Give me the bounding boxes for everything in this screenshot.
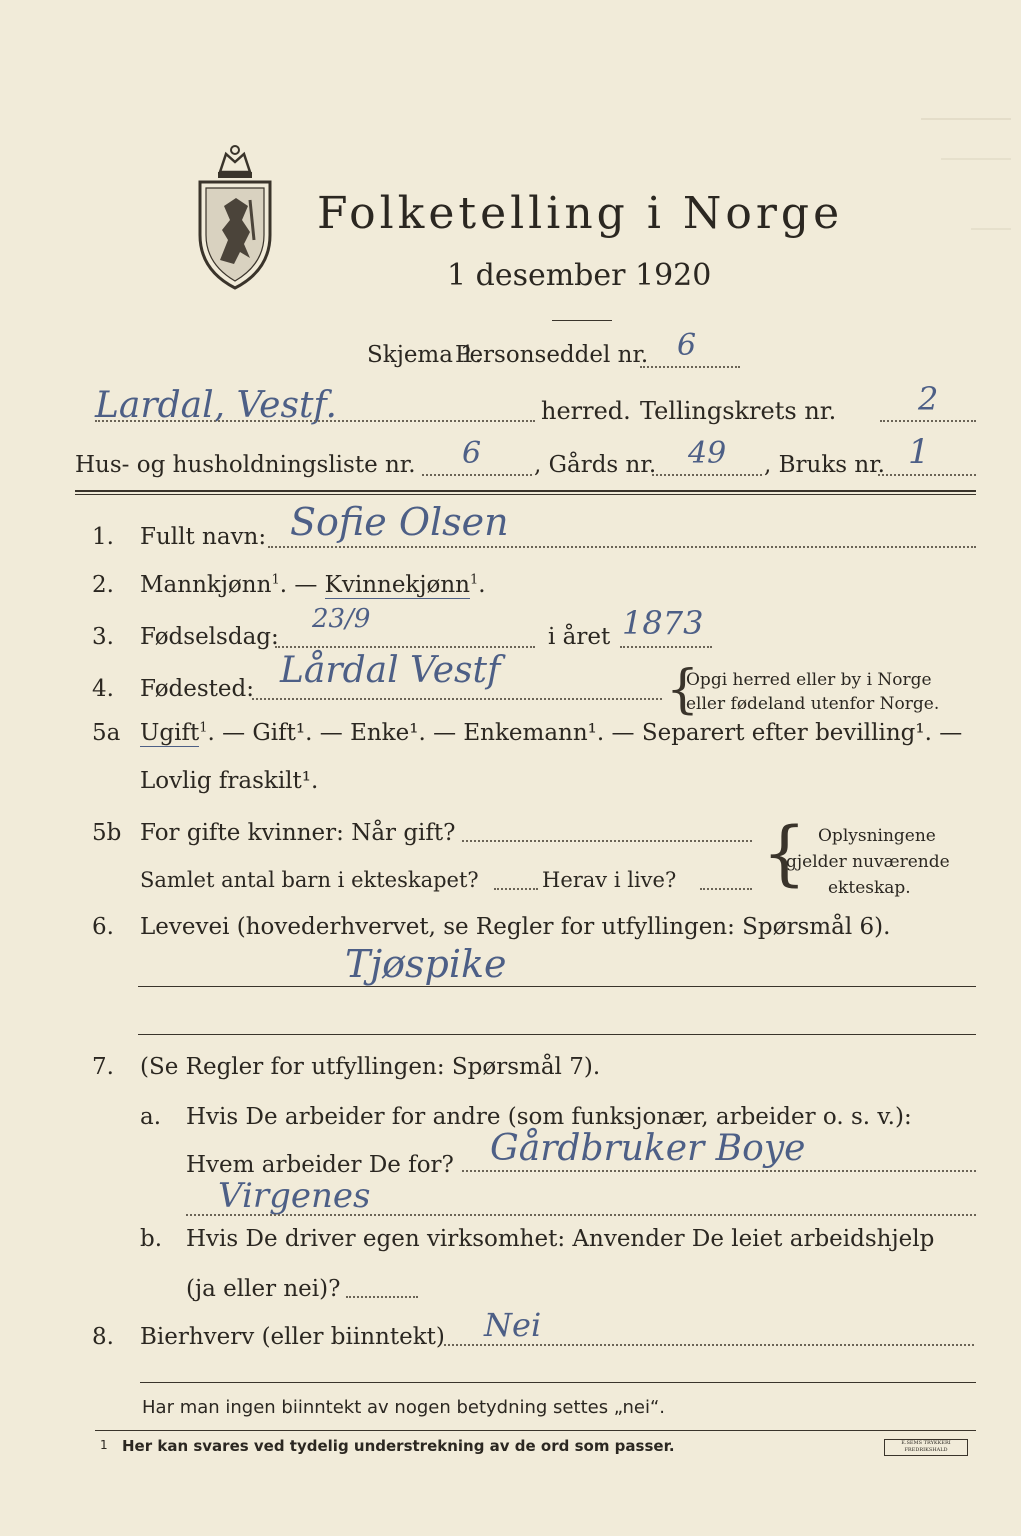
q3-number: 3. (92, 624, 114, 650)
q5b-label-1: For gifte kvinner: Når gift? (140, 820, 456, 846)
q7b-line (346, 1296, 418, 1298)
q5a-rest: . — Gift¹. — Enke¹. — Enkemann¹. — Separert efter bevilling¹. — (207, 720, 963, 746)
footnote-mark: 1 (100, 1438, 108, 1452)
q2-number: 2. (92, 572, 114, 598)
q2-row (140, 572, 486, 598)
q8-value: Nei (484, 1306, 542, 1344)
bleed-through-line (941, 158, 1011, 160)
q4-value: Lårdal Vestf (280, 650, 501, 691)
q7a-question: Hvem arbeider De for? (186, 1152, 454, 1178)
bruks-value: 1 (908, 432, 930, 472)
q5a-number: 5a (92, 720, 121, 746)
q3-year-label: i året (548, 624, 611, 650)
header-divider (75, 490, 976, 495)
q7a-value-2: Virgenes (218, 1176, 371, 1216)
q3-line (275, 646, 535, 648)
q4-note-2: eller fødeland utenfor Norge. (686, 694, 940, 714)
q2-male: Mannkjønn (140, 572, 272, 598)
herred-value: Lardal, Vestf. (95, 385, 337, 426)
q4-number: 4. (92, 676, 114, 702)
q5a-ugift: Ugift (140, 720, 200, 746)
q7a-value-1: Gårdbruker Boye (490, 1128, 806, 1169)
q8-number: 8. (92, 1324, 114, 1350)
tellingskrets-value: 2 (918, 380, 939, 418)
q7a-line-1 (462, 1170, 976, 1172)
printer-stamp: E.SEMS TRYKKERI FREDRIKSHALD (884, 1439, 968, 1456)
q8-label: Bierhverv (eller biinntekt) (140, 1324, 445, 1350)
q6-label: Levevei (hovederhvervet, se Regler for utfyllingen: Spørsmål 6). (140, 914, 891, 940)
personseddel-label: Personseddel nr. (455, 342, 649, 368)
bleed-through-line (921, 118, 1011, 120)
q8-line (444, 1344, 974, 1346)
herred-label: herred. (541, 397, 631, 425)
q5b-line-3 (700, 888, 752, 890)
footer-rule (140, 1382, 976, 1383)
q6-line-2 (138, 1034, 976, 1035)
schema-label: Skjema 1. (367, 342, 483, 368)
q5b-brace: { (762, 812, 807, 894)
q5a-ugift-sup: 1 (199, 720, 208, 736)
q3-label: Fødselsdag: (140, 624, 279, 650)
q5b-label-2: Samlet antal barn i ekteskapet? (140, 868, 479, 892)
husliste-label: Hus- og husholdningsliste nr. (75, 452, 416, 478)
q5b-note-3: ekteskap. (828, 878, 911, 898)
q3-year-line (620, 646, 712, 648)
q1-label: Fullt navn: (140, 524, 267, 550)
q2-female: Kvinnekjønn (324, 572, 470, 598)
herred-line (95, 420, 535, 422)
q7b-text: Hvis De driver egen virksomhet: Anvender De leiet arbeidshjelp (186, 1226, 935, 1252)
q5b-note-1: Oplysningene (818, 826, 936, 846)
footer-note: Har man ingen biinntekt av nogen betydning settes „nei“. (142, 1397, 666, 1418)
q5b-number: 5b (92, 820, 122, 846)
q6-number: 6. (92, 914, 114, 940)
census-date: 1 desember 1920 (447, 258, 712, 293)
form-title: Folketelling i Norge (317, 188, 844, 239)
q1-value: Sofie Olsen (290, 500, 509, 544)
footnote-rule (95, 1430, 976, 1431)
tellingskrets-line (880, 420, 976, 422)
q4-note-1: Opgi herred eller by i Norge (686, 670, 932, 690)
q1-number: 1. (92, 524, 114, 550)
q4-line (252, 698, 662, 700)
footnote-text: Her kan svares ved tydelig understrekning av de ord som passer. (122, 1437, 675, 1455)
gards-line (652, 474, 762, 476)
q7a-line-2 (186, 1214, 976, 1216)
q7-number: 7. (92, 1054, 114, 1080)
q5b-label-3: Herav i live? (542, 868, 677, 892)
q1-line (268, 546, 976, 548)
q7a-text: Hvis De arbeider for andre (som funksjonær, arbeider o. s. v.): (186, 1104, 912, 1130)
husliste-line (422, 474, 532, 476)
q2-male-sup: 1 (271, 572, 280, 588)
q2-end-2: . (478, 572, 486, 598)
q5a-row (140, 720, 962, 746)
norwegian-coat-of-arms-icon (190, 140, 280, 290)
q2-female-sup: 1 (469, 572, 479, 588)
q3-value: 23/9 (312, 604, 371, 634)
bruks-label: , Bruks nr. (764, 452, 885, 478)
q6-value: Tjøspike (345, 942, 507, 986)
gards-value: 49 (688, 436, 727, 471)
q7b-question: (ja eller nei)? (186, 1276, 341, 1302)
bruks-line (878, 474, 976, 476)
q5b-line-2 (494, 888, 538, 890)
q5b-line-1 (462, 840, 752, 842)
gards-label: , Gårds nr. (534, 452, 657, 478)
q7-label: (Se Regler for utfyllingen: Spørsmål 7). (140, 1054, 601, 1080)
q5b-note-2: gjelder nuværende (786, 852, 950, 872)
q4-brace: { (666, 660, 700, 720)
q2-end: . (279, 572, 288, 598)
q4-label: Fødested: (140, 676, 255, 702)
bleed-through-line (971, 228, 1011, 230)
tellingskrets-label: Tellingskrets nr. (640, 397, 837, 425)
husliste-value: 6 (462, 436, 482, 471)
q6-line-1 (138, 986, 976, 987)
title-rule (552, 320, 612, 321)
personseddel-value: 6 (677, 328, 697, 363)
q2-dash: — (294, 572, 318, 598)
q5a-line2: Lovlig fraskilt¹. (140, 768, 319, 794)
q7b-letter: b. (140, 1226, 163, 1252)
q3-year-value: 1873 (622, 604, 704, 642)
personseddel-line (640, 366, 740, 368)
q7a-letter: a. (140, 1104, 162, 1130)
